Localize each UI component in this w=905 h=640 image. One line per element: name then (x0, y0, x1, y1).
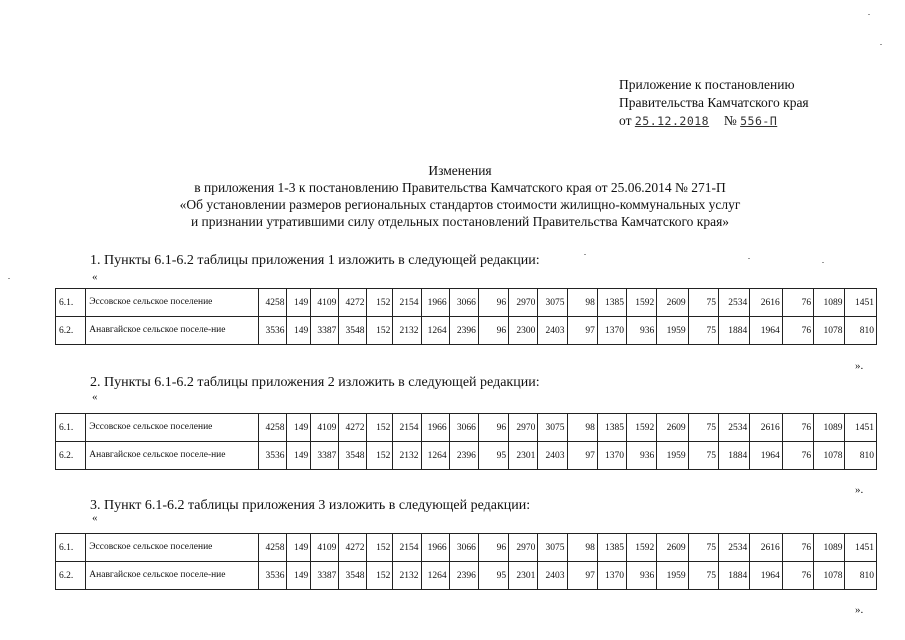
row-number: 6.1. (56, 534, 86, 562)
value-cell: 1089 (814, 289, 845, 317)
row-number: 6.1. (56, 289, 86, 317)
value-cell: 4272 (339, 534, 367, 562)
value-cell: 97 (567, 442, 597, 470)
value-cell: 1451 (845, 289, 877, 317)
value-cell: 96 (478, 534, 508, 562)
value-cell: 936 (627, 317, 657, 345)
value-cell: 2403 (538, 442, 567, 470)
value-cell: 1884 (718, 562, 749, 590)
value-cell: 1884 (718, 317, 749, 345)
table-row (56, 534, 877, 562)
value-cell: 149 (287, 562, 311, 590)
value-cell: 1385 (597, 289, 626, 317)
value-cell: 810 (845, 442, 877, 470)
value-cell: 4109 (311, 289, 339, 317)
row-number: 6.1. (56, 414, 86, 442)
value-cell: 98 (567, 534, 597, 562)
value-cell: 3066 (449, 414, 478, 442)
section-3-table (55, 533, 877, 590)
value-cell: 149 (287, 414, 311, 442)
value-cell: 75 (688, 317, 718, 345)
value-cell: 1089 (814, 534, 845, 562)
value-cell: 1959 (657, 317, 688, 345)
value-cell: 1451 (845, 414, 877, 442)
value-cell: 149 (287, 534, 311, 562)
row-number: 6.2. (56, 317, 86, 345)
value-cell: 149 (287, 289, 311, 317)
value-cell: 2609 (657, 414, 688, 442)
value-cell: 1592 (627, 414, 657, 442)
value-cell: 1966 (421, 414, 449, 442)
value-cell: 1964 (750, 562, 782, 590)
title-line-2: в приложения 1-3 к постановлению Правительства Камчатского края от 25.06.2014 № 271-П (194, 180, 726, 195)
section-1-open-quote: « (92, 271, 98, 283)
value-cell: 152 (367, 562, 393, 590)
value-cell: 2396 (449, 562, 478, 590)
value-cell: 2970 (509, 534, 538, 562)
section-3-heading: 3. Пункт 6.1-6.2 таблицы приложения 3 изложить в следующей редакции: (90, 498, 531, 513)
settlement-name: Эссовское сельское поселение (86, 534, 259, 562)
value-cell: 936 (627, 442, 657, 470)
value-cell: 1451 (845, 534, 877, 562)
value-cell: 152 (367, 317, 393, 345)
scan-speck (822, 262, 824, 263)
value-cell: 3387 (311, 442, 339, 470)
value-cell: 152 (367, 534, 393, 562)
value-cell: 936 (627, 562, 657, 590)
settlement-name: Анавгайское сельское поселе-ние (86, 317, 259, 345)
table-row (56, 562, 877, 590)
value-cell: 98 (567, 414, 597, 442)
value-cell: 2301 (509, 442, 538, 470)
value-cell: 3387 (311, 317, 339, 345)
value-cell: 96 (478, 414, 508, 442)
scan-speck (584, 254, 586, 255)
value-cell: 2970 (509, 289, 538, 317)
section-2-close-quote: ». (855, 484, 864, 496)
section-2-heading: 2. Пункты 6.1-6.2 таблицы приложения 2 изложить в следующей редакции: (90, 375, 540, 390)
value-cell: 1964 (750, 442, 782, 470)
value-cell: 2300 (509, 317, 538, 345)
settlement-name: Анавгайское сельское поселе-ние (86, 442, 259, 470)
table-row (56, 317, 877, 345)
value-cell: 75 (688, 534, 718, 562)
value-cell: 1592 (627, 289, 657, 317)
value-cell: 1385 (597, 414, 626, 442)
value-cell: 2616 (750, 414, 782, 442)
value-cell: 1370 (597, 562, 626, 590)
value-cell: 75 (688, 289, 718, 317)
value-cell: 97 (567, 317, 597, 345)
value-cell: 3536 (259, 317, 287, 345)
value-cell: 1078 (814, 442, 845, 470)
value-cell: 4258 (259, 534, 287, 562)
section-1-close-quote: ». (855, 360, 864, 372)
value-cell: 1959 (657, 562, 688, 590)
value-cell: 96 (478, 289, 508, 317)
value-cell: 2534 (718, 414, 749, 442)
value-cell: 95 (478, 562, 508, 590)
value-cell: 1959 (657, 442, 688, 470)
value-cell: 95 (478, 442, 508, 470)
value-cell: 1089 (814, 414, 845, 442)
value-cell: 2132 (393, 317, 421, 345)
value-cell: 810 (845, 562, 877, 590)
title-line-4: и признании утратившими силу отдельных постановлений Правительства Камчатского края» (190, 214, 730, 229)
value-cell: 4272 (339, 289, 367, 317)
value-cell: 75 (688, 414, 718, 442)
value-cell: 152 (367, 414, 393, 442)
value-cell: 97 (567, 562, 597, 590)
value-cell: 2396 (449, 442, 478, 470)
scan-speck (868, 14, 870, 15)
value-cell: 2132 (393, 442, 421, 470)
value-cell: 3548 (339, 317, 367, 345)
number-prefix: № (723, 113, 737, 128)
table-row (56, 414, 877, 442)
date-prefix: от (619, 113, 632, 128)
value-cell: 76 (782, 534, 813, 562)
value-cell: 4258 (259, 289, 287, 317)
value-cell: 2154 (393, 289, 421, 317)
value-cell: 1592 (627, 534, 657, 562)
header-line-1: Приложение к постановлению (619, 77, 795, 92)
value-cell: 76 (782, 317, 813, 345)
value-cell: 76 (782, 562, 813, 590)
value-cell: 1264 (421, 442, 449, 470)
value-cell: 96 (478, 317, 508, 345)
value-cell: 76 (782, 414, 813, 442)
value-cell: 1370 (597, 317, 626, 345)
scan-speck (8, 278, 10, 279)
value-cell: 2403 (538, 317, 567, 345)
header-line-2: Правительства Камчатского края (619, 95, 809, 110)
value-cell: 152 (367, 289, 393, 317)
value-cell: 76 (782, 289, 813, 317)
value-cell: 2154 (393, 414, 421, 442)
value-cell: 3536 (259, 562, 287, 590)
section-1-heading: 1. Пункты 6.1-6.2 таблицы приложения 1 изложить в следующей редакции: (90, 253, 540, 268)
value-cell: 3075 (538, 414, 567, 442)
table-row (56, 289, 877, 317)
value-cell: 1078 (814, 562, 845, 590)
value-cell: 3548 (339, 562, 367, 590)
section-1-table (55, 288, 877, 345)
value-cell: 2301 (509, 562, 538, 590)
approval-header (619, 76, 809, 130)
value-cell: 1370 (597, 442, 626, 470)
row-number: 6.2. (56, 562, 86, 590)
section-2-open-quote: « (92, 391, 98, 403)
value-cell: 149 (287, 442, 311, 470)
table-row (56, 442, 877, 470)
value-cell: 1078 (814, 317, 845, 345)
value-cell: 2132 (393, 562, 421, 590)
value-cell: 810 (845, 317, 877, 345)
value-cell: 3075 (538, 534, 567, 562)
date-value: 25.12.2018 (634, 114, 710, 128)
document-reference (619, 112, 809, 130)
value-cell: 2534 (718, 534, 749, 562)
section-3-open-quote: « (92, 512, 98, 524)
settlement-name: Анавгайское сельское поселе-ние (86, 562, 259, 590)
value-cell: 1884 (718, 442, 749, 470)
scan-speck (748, 258, 750, 259)
value-cell: 4109 (311, 534, 339, 562)
value-cell: 2970 (509, 414, 538, 442)
value-cell: 2609 (657, 289, 688, 317)
title-line-1: Изменения (428, 163, 492, 178)
value-cell: 75 (688, 562, 718, 590)
value-cell: 3066 (449, 534, 478, 562)
value-cell: 76 (782, 442, 813, 470)
value-cell: 1264 (421, 317, 449, 345)
value-cell: 2534 (718, 289, 749, 317)
value-cell: 1966 (421, 289, 449, 317)
value-cell: 2609 (657, 534, 688, 562)
title-line-3: «Об установлении размеров региональных стандартов стоимости жилищно-коммунальных услуг (179, 197, 741, 212)
value-cell: 2396 (449, 317, 478, 345)
row-number: 6.2. (56, 442, 86, 470)
value-cell: 2154 (393, 534, 421, 562)
scan-speck (880, 44, 882, 45)
value-cell: 98 (567, 289, 597, 317)
value-cell: 4258 (259, 414, 287, 442)
value-cell: 3548 (339, 442, 367, 470)
section-2-table (55, 413, 877, 470)
value-cell: 2616 (750, 534, 782, 562)
value-cell: 3536 (259, 442, 287, 470)
section-3-close-quote: ». (855, 604, 864, 616)
value-cell: 4272 (339, 414, 367, 442)
settlement-name: Эссовское сельское поселение (86, 414, 259, 442)
value-cell: 1964 (750, 317, 782, 345)
value-cell: 2403 (538, 562, 567, 590)
value-cell: 1385 (597, 534, 626, 562)
value-cell: 152 (367, 442, 393, 470)
value-cell: 75 (688, 442, 718, 470)
value-cell: 149 (287, 317, 311, 345)
document-title (60, 162, 860, 230)
value-cell: 1966 (421, 534, 449, 562)
settlement-name: Эссовское сельское поселение (86, 289, 259, 317)
value-cell: 1264 (421, 562, 449, 590)
value-cell: 2616 (750, 289, 782, 317)
value-cell: 3387 (311, 562, 339, 590)
value-cell: 4109 (311, 414, 339, 442)
value-cell: 3066 (449, 289, 478, 317)
number-value: 556-П (740, 114, 778, 128)
value-cell: 3075 (538, 289, 567, 317)
